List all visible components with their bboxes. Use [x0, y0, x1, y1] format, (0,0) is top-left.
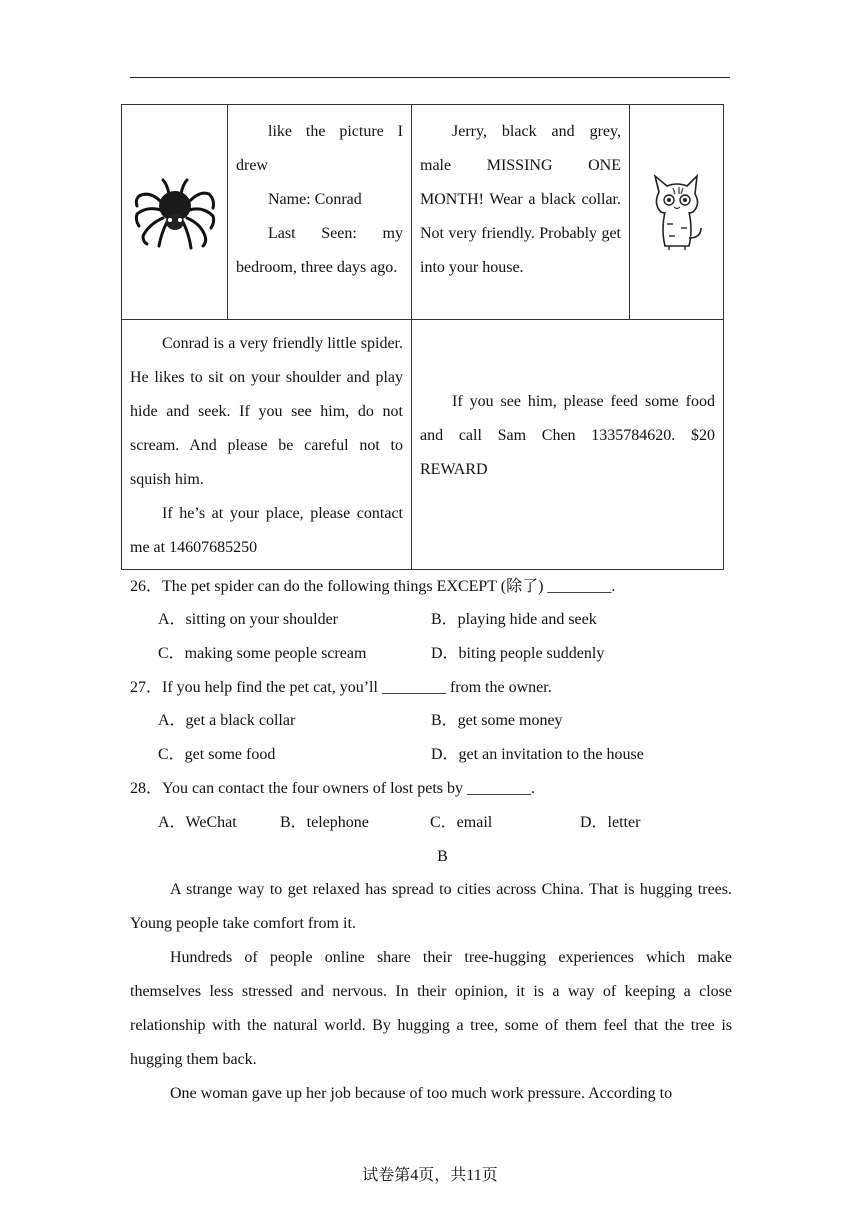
question-27-option-b: B．get some money — [431, 712, 563, 729]
question-28: 28．You can contact the four owners of lost pets by ________. — [130, 780, 535, 797]
question-26-option-c: C．making some people scream — [158, 645, 367, 662]
question-27: 27．If you help find the pet cat, you’ll ________ from the owner. — [130, 679, 552, 696]
question-26: 26．The pet spider can do the following things EXCEPT (除了) ________. — [130, 578, 616, 595]
section-heading: B — [437, 848, 448, 865]
spider-name: Name: Conrad — [268, 191, 362, 208]
question-27-option-c: C．get some food — [158, 746, 276, 763]
table-row — [122, 105, 724, 320]
spider-description: Conrad is a very friendly little spider. He likes to sit on your shoulder and play hide and seek. If you see him, do not scream. And please be careful not to squish him. — [130, 335, 403, 488]
question-27-option-a: A．get a black collar — [158, 712, 296, 729]
question-26-option-b: B．playing hide and seek — [431, 611, 597, 628]
page-footer: 试卷第4页，共11页 — [362, 1167, 498, 1184]
cat-details: Jerry, black and grey, male MISSING ONE MONTH! Wear a black collar. Not very friendly. Probably get into your house. — [420, 123, 621, 276]
spider-picture-cell — [122, 105, 228, 320]
question-28-option-c: C．email — [430, 814, 493, 831]
header-rule — [130, 77, 730, 78]
passage-paragraph: A strange way to get relaxed has spread to cities across China. That is hugging trees. Young people take comfort from it. — [130, 881, 732, 932]
spider-details-cell — [228, 105, 412, 320]
passage-paragraph: Hundreds of people online share their tree-hugging experiences which make themselves less stressed and nervous. In their opinion, it is a way of keeping a close relationship with the natural world. By hugging a tree, some of them feel that the tree is hugging them back. — [130, 949, 732, 1068]
lost-pets-table — [121, 104, 724, 570]
passage-paragraph: One woman gave up her job because of too much work pressure. According to — [170, 1085, 673, 1102]
cat-icon — [647, 172, 707, 252]
cat-contact: If you see him, please feed some food and call Sam Chen 1335784620. $20 REWARD — [420, 392, 715, 478]
spider-icon — [133, 172, 217, 252]
cat-contact-cell — [412, 320, 724, 570]
spider-description-cell — [122, 320, 412, 570]
cat-details-cell — [412, 105, 630, 320]
question-27-option-d: D．get an invitation to the house — [431, 746, 644, 763]
table-row — [122, 320, 724, 570]
cat-picture-cell — [630, 105, 724, 320]
question-28-option-a: A．WeChat — [158, 814, 237, 831]
spider-contact: If he’s at your place, please contact me at 14607685250 — [130, 505, 403, 556]
spider-line1: like the picture I drew — [236, 123, 403, 174]
question-26-option-d: D．biting people suddenly — [431, 645, 605, 662]
question-26-option-a: A．sitting on your shoulder — [158, 611, 338, 628]
question-28-option-d: D．letter — [580, 814, 641, 831]
spider-last-seen: Last Seen: my bedroom, three days ago. — [236, 225, 403, 276]
passage-b — [130, 873, 732, 1111]
question-28-option-b: B．telephone — [280, 814, 369, 831]
